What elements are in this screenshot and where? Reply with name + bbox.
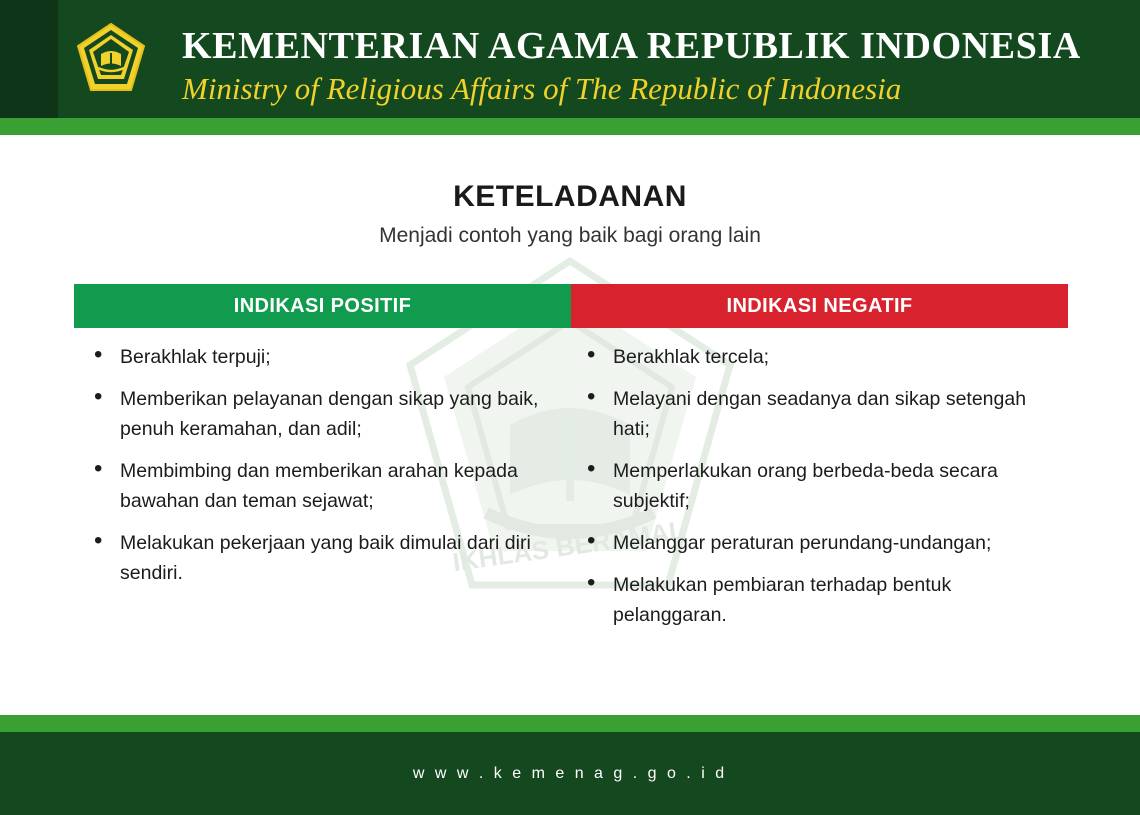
page-footer (0, 732, 1140, 815)
svg-text:IKHLAS BERAMAL: IKHLAS BERAMAL (450, 514, 687, 578)
page-subtitle: Menjadi contoh yang baik bagi orang lain (379, 224, 761, 247)
negative-column-header: INDIKASI NEGATIF (571, 284, 1068, 328)
positive-column-header: INDIKASI POSITIF (74, 284, 571, 328)
header-title-block (182, 24, 1081, 108)
list-item: • Membimbing dan memberikan arahan kepada bawahan dan teman sejawat; (74, 456, 571, 516)
negative-column-body (571, 328, 1068, 630)
indicator-columns (74, 284, 1068, 642)
list-item: • Melakukan pembiaran terhadap bentuk pelanggaran. (571, 570, 1068, 630)
list-item: • Melakukan pekerjaan yang baik dimulai dari diri sendiri. (74, 528, 571, 588)
list-item: • Berakhlak terpuji; (74, 342, 571, 372)
positive-column-body (74, 328, 571, 588)
negative-column (571, 284, 1068, 642)
footer-green-stripe (0, 715, 1140, 732)
positive-list (74, 342, 571, 588)
footer-website-url: w w w . k e m e n a g . g o . i d (412, 764, 728, 782)
header-green-stripe (0, 118, 1140, 135)
ministry-name-en: Ministry of Religious Affairs of The Republic of Indonesia (182, 71, 902, 106)
header-left-accent (0, 0, 58, 118)
list-item: • Melayani dengan seadanya dan sikap setengah hati; (571, 384, 1068, 444)
ministry-name-id: KEMENTERIAN AGAMA REPUBLIK INDONESIA (182, 25, 1081, 67)
title-block (0, 180, 1140, 248)
page-header (0, 0, 1140, 118)
negative-list (571, 342, 1068, 630)
positive-column (74, 284, 571, 642)
page-title: KETELADANAN (453, 180, 687, 213)
kemenag-emblem-logo (74, 22, 148, 96)
list-item: • Memperlakukan orang berbeda-beda secara subjektif; (571, 456, 1068, 516)
list-item: • Berakhlak tercela; (571, 342, 1068, 372)
list-item: • Memberikan pelayanan dengan sikap yang baik, penuh keramahan, dan adil; (74, 384, 571, 444)
list-item: • Melanggar peraturan perundang-undangan; (571, 528, 1068, 558)
